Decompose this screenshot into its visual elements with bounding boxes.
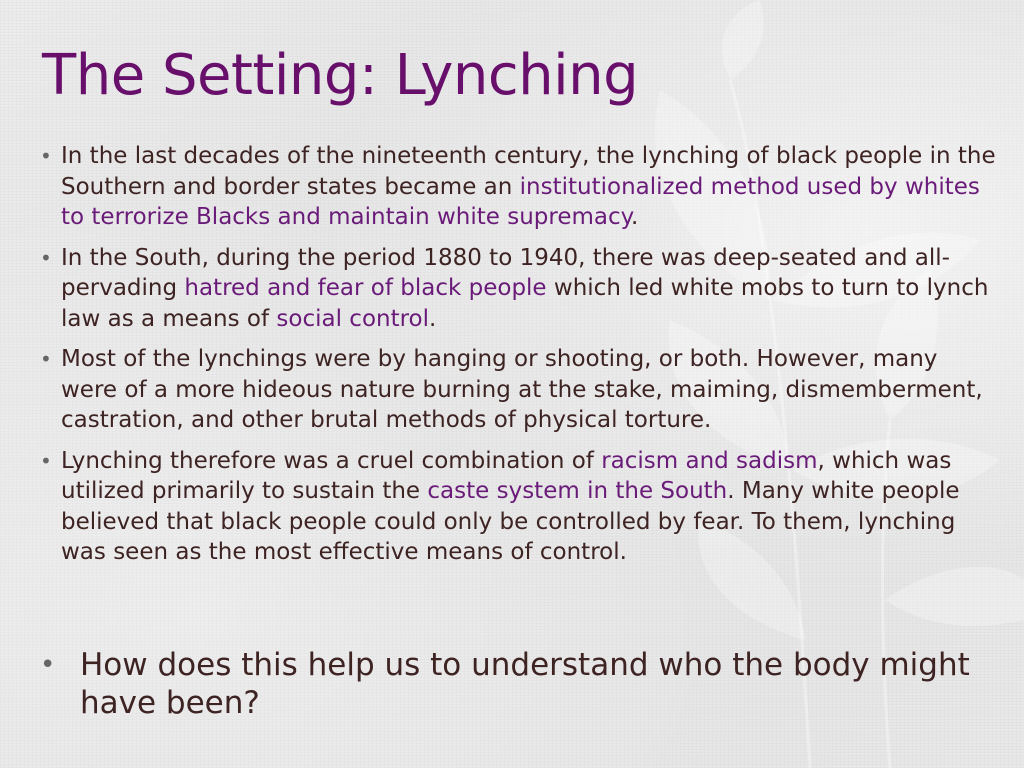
bullet-icon: • [40,650,56,680]
highlighted-phrase: racism and sadism [601,447,818,474]
bullet-text [61,143,996,230]
text-segment: . Many white people believed that black people could only be controlled by fear. To them, lynching was seen as the most effective means of control. [61,478,960,565]
highlighted-phrase: social control [276,305,430,332]
question-item [40,646,1024,722]
bullet-text [61,245,988,332]
list-item [40,344,1000,436]
list-item [40,141,1000,233]
bullet-icon: • [40,347,52,371]
highlighted-phrase: institutionalized method used by whites to terrorize Blacks and maintain white supremacy [61,173,980,230]
text-segment: Most of the lynchings were by hanging or shooting, or both. However, many were of a more hideous nature burning at the stake, maiming, dismemberment, castration, and other brutal methods of physical torture. [61,346,983,433]
text-segment: . [630,204,639,230]
bullet-icon: • [40,245,52,270]
text-segment: . [429,305,437,332]
slide-title: The Setting: Lynching [42,43,639,108]
bullet-text [61,346,983,433]
text-segment: In the last decades of the nineteenth century, the lynching of black people in the Southern and border states became an [61,143,996,200]
text-segment: , which was utilized primarily to sustain the [61,447,952,504]
bullet-list [40,141,1000,578]
bullet-icon: • [40,448,52,473]
list-item [40,243,1000,335]
text-segment: which led white mobs to turn to lynch law as a means of [61,275,989,332]
text-segment: Lynching therefore was a cruel combination of [61,447,602,474]
list-item [40,446,1000,568]
bullet-icon: • [40,144,52,168]
bullet-text [61,448,960,566]
question-text: How does this help us to understand who the body might have been? [80,647,970,721]
text-segment: In the South, during the period 1880 to 1940, there was deep-seated and all-pervading [61,244,950,301]
highlighted-phrase: caste system in the South [427,478,728,504]
highlighted-phrase: hatred and fear of black people [184,275,547,301]
